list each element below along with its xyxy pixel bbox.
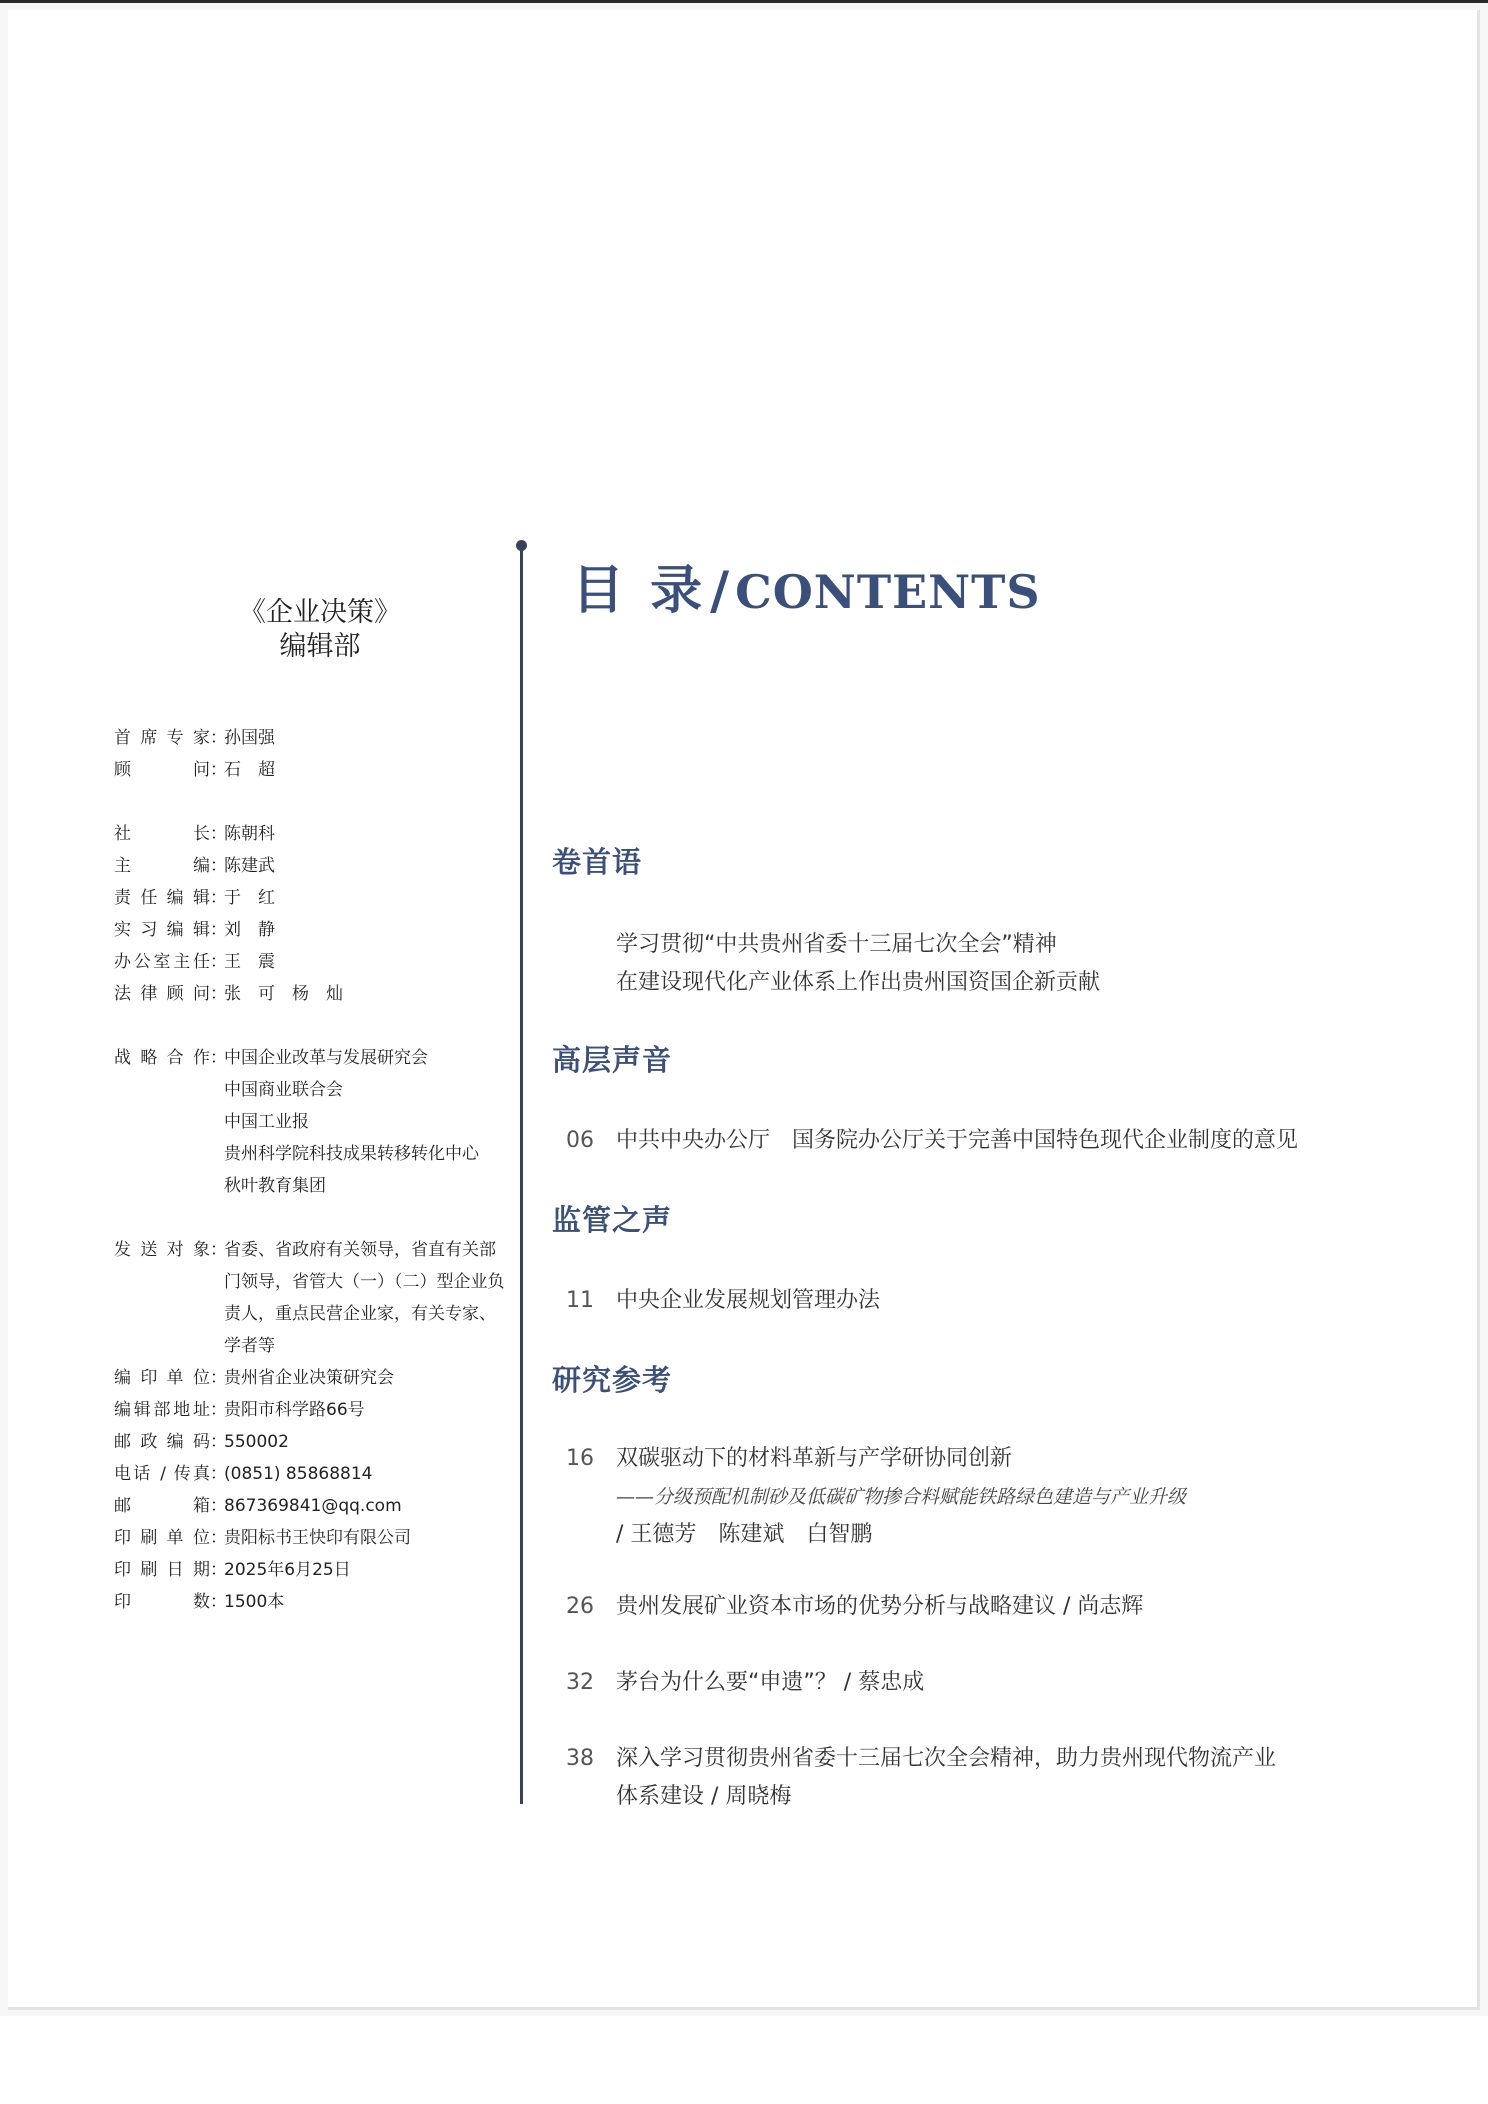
toc-entry-text: 中央企业发展规划管理办法 [616, 1288, 881, 1313]
contents-heading [572, 548, 1041, 620]
section-title-high-level: 高层声音 [552, 1043, 673, 1077]
staff-row-publisher: 编印单位 ： 贵州省企业决策研究会 [114, 1368, 394, 1388]
toc-entry-text-continued: 体系建设 / 周晓梅 [616, 1784, 792, 1809]
heading-chinese: 目 录 [572, 561, 707, 621]
staff-list [114, 722, 514, 1618]
vertical-divider [520, 546, 523, 1804]
partner-item: 中国商业联合会 [224, 1080, 343, 1100]
toc-entry-26[interactable] [566, 1588, 1406, 1626]
toc-entry-authors: / 王德芳 陈建斌 白智鹏 [616, 1522, 873, 1547]
section-title-research: 研究参考 [552, 1363, 673, 1397]
page-bottom-margin [0, 2016, 1488, 2104]
toc-page-number: 26 [566, 1594, 594, 1619]
section-title-regulation: 监管之声 [552, 1203, 673, 1237]
toc-page-number: 16 [566, 1446, 594, 1471]
toc-page-number: 32 [566, 1670, 594, 1695]
section-title-preface: 卷首语 [552, 845, 643, 879]
heading-slash: / [710, 561, 730, 621]
staff-row-printer: 印刷单位 ： 贵阳标书王快印有限公司 [114, 1528, 411, 1548]
top-rule [0, 0, 1488, 3]
toc-entry-text: 深入学习贯彻贵州省委十三届七次全会精神，助力贵州现代物流产业 [616, 1746, 1277, 1771]
staff-row-chief-editor: 主编 ： 陈建武 [114, 856, 275, 876]
editorial-dept: 编辑部 [279, 631, 361, 662]
staff-row-phone: 电话 / 传真 ： (0851) 85868814 [114, 1464, 373, 1484]
heading-english: CONTENTS [735, 565, 1041, 619]
staff-row-chief-expert: 首席专家 ： 孙国强 [114, 728, 275, 748]
staff-row-intern-editor: 实习编辑 ： 刘 静 [114, 920, 275, 940]
staff-row-email: 邮箱 ： 867369841@qq.com [114, 1496, 402, 1516]
distribution-line: 门领导，省管大（一）（二）型企业负 [224, 1272, 505, 1292]
staff-row-address: 编辑部地址 ： 贵阳市科学路66号 [114, 1400, 365, 1420]
staff-row-strategic-partners: 战略合作 ： 中国企业改革与发展研究会 中国商业联合会 中国工业报 贵州科学院科技成果转移转化中心 秋叶教育集团 [114, 1042, 514, 1202]
toc-page-number: 38 [566, 1746, 594, 1771]
staff-row-president: 社长 ： 陈朝科 [114, 824, 275, 844]
toc-entry-subtitle: ——分级预配机制砂及低碳矿物掺合料赋能铁路绿色建造与产业升级 [616, 1486, 1187, 1508]
distribution-line: 学者等 [224, 1336, 275, 1356]
toc-page-number: 06 [566, 1128, 594, 1153]
editorial-header [160, 596, 480, 664]
toc-entry-11[interactable] [566, 1282, 1406, 1320]
toc-entry-38[interactable] [566, 1740, 1406, 1816]
toc-page-number: 11 [566, 1288, 594, 1313]
staff-row-office-director: 办公室主任 ： 王 震 [114, 952, 275, 972]
toc-entry-text: 茅台为什么要“申遗”？ / 蔡忠成 [616, 1670, 925, 1695]
toc-entry-06[interactable] [566, 1122, 1406, 1160]
partner-item: 中国企业改革与发展研究会 [224, 1048, 428, 1068]
magazine-title: 《企业决策》 [239, 597, 401, 628]
toc-entry-text: 在建设现代化产业体系上作出贵州国资国企新贡献 [616, 970, 1101, 995]
partner-item: 中国工业报 [224, 1112, 309, 1132]
toc-entry-text: 贵州发展矿业资本市场的优势分析与战略建议 / 尚志辉 [616, 1594, 1144, 1619]
toc-entry-32[interactable] [566, 1664, 1406, 1702]
distribution-line: 责人，重点民营企业家，有关专家、 [224, 1304, 496, 1324]
staff-row-print-date: 印刷日期 ： 2025年6月25日 [114, 1560, 351, 1580]
staff-row-distribution: 发送对象 ： 省委、省政府有关领导，省直有关部 门领导，省管大（一）（二）型企业负 责人，重点民营企业家，有关专家、 学者等 [114, 1234, 514, 1362]
partner-item: 秋叶教育集团 [224, 1176, 326, 1196]
staff-row-postcode: 邮政编码 ： 550002 [114, 1432, 289, 1452]
staff-row-print-count: 印数 ： 1500本 [114, 1592, 285, 1612]
toc-entry-preface[interactable] [566, 926, 1406, 1002]
staff-row-legal-adviser: 法律顾问 ： 张 可 杨 灿 [114, 984, 343, 1004]
toc-entry-16[interactable] [566, 1440, 1406, 1554]
toc-entry-text: 中共中央办公厅 国务院办公厅关于完善中国特色现代企业制度的意见 [616, 1128, 1299, 1153]
staff-row-adviser: 顾问 ： 石 超 [114, 760, 275, 780]
distribution-line: 省委、省政府有关领导，省直有关部 [224, 1240, 496, 1260]
toc-entry-text: 学习贯彻“中共贵州省委十三届七次全会”精神 [616, 932, 1057, 957]
toc-entry-text: 双碳驱动下的材料革新与产学研协同创新 [616, 1446, 1013, 1471]
partner-item: 贵州科学院科技成果转移转化中心 [224, 1144, 479, 1164]
staff-row-responsible-editor: 责任编辑 ： 于 红 [114, 888, 275, 908]
